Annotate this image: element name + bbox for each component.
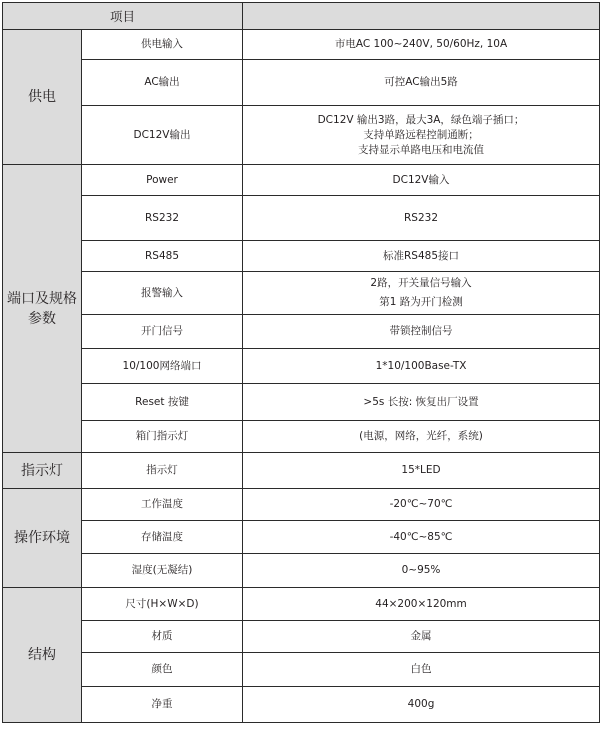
spec-item: Power [82, 165, 243, 196]
spec-value [243, 30, 600, 60]
group-label: 端口及规格参数 [3, 165, 82, 453]
table-row [3, 588, 600, 621]
spec-value-line: 市电AC 100~240V, 50/60Hz, 10A [334, 38, 508, 50]
spec-value-line: 44×200×120mm [375, 597, 467, 610]
spec-value-line: 标准RS485接口 [383, 249, 460, 262]
spec-value-line: 400g [407, 698, 435, 710]
group-label: 指示灯 [3, 453, 82, 489]
spec-value-line: DC12V输入 [392, 173, 450, 186]
table-row [3, 653, 600, 687]
group-label: 供电 [3, 30, 82, 165]
spec-item: 开门信号 [82, 315, 243, 349]
spec-value [243, 349, 600, 384]
spec-value-line: 金属 [410, 630, 432, 642]
spec-value-line: RS232 [404, 211, 439, 224]
table-row [3, 421, 600, 453]
spec-value [243, 521, 600, 554]
spec-value [243, 489, 600, 521]
header-value [243, 3, 600, 30]
table-header-row [3, 3, 600, 30]
spec-value-line: DC12V 输出3路，最大3A，绿色端子插口； [317, 113, 525, 126]
table-row [3, 554, 600, 588]
spec-item: AC输出 [82, 60, 243, 106]
spec-value-line: 第1 路为开门检测 [379, 296, 463, 308]
spec-item: 工作温度 [82, 489, 243, 521]
spec-item: 尺寸(H×W×D) [82, 588, 243, 621]
spec-item: DC12V输出 [82, 106, 243, 165]
spec-item: 供电输入 [82, 30, 243, 60]
table-row [3, 315, 600, 349]
spec-value-line: (电源，网络，光纤，系统) [359, 430, 483, 442]
spec-value [243, 272, 600, 315]
spec-value [243, 421, 600, 453]
spec-item: 净重 [82, 687, 243, 723]
spec-value-line: 支持显示单路电压和电流值 [358, 143, 485, 156]
spec-value-line: 15*LED [401, 464, 441, 476]
spec-item: 材质 [82, 621, 243, 653]
table-row [3, 349, 600, 384]
spec-value-line: 带锁控制信号 [389, 325, 453, 337]
group-label: 操作环境 [3, 489, 82, 588]
table-row [3, 384, 600, 421]
spec-value-line: 支持单路远程控制通断； [363, 128, 479, 141]
spec-value-line: -40℃~85℃ [389, 530, 453, 543]
spec-item: 箱门指示灯 [82, 421, 243, 453]
table-row [3, 272, 600, 315]
spec-item: 存储温度 [82, 521, 243, 554]
spec-value-line: 可控AC输出5路 [384, 76, 458, 88]
spec-item: 报警输入 [82, 272, 243, 315]
spec-value [243, 241, 600, 272]
spec-item: 湿度(无凝结) [82, 554, 243, 588]
spec-value-line: -20℃~70℃ [389, 498, 453, 510]
table-row [3, 30, 600, 60]
spec-value [243, 315, 600, 349]
table-row [3, 521, 600, 554]
spec-value [243, 554, 600, 588]
spec-value [243, 588, 600, 621]
spec-value [243, 653, 600, 687]
table-row [3, 106, 600, 165]
spec-value [243, 687, 600, 723]
spec-value-line: 2路，开关量信号输入 [370, 277, 472, 289]
spec-value [243, 165, 600, 196]
header-item: 项目 [3, 3, 243, 30]
spec-item: RS232 [82, 196, 243, 241]
group-label: 结构 [3, 588, 82, 723]
spec-value [243, 453, 600, 489]
spec-value [243, 106, 600, 165]
table-row [3, 621, 600, 653]
table-row [3, 489, 600, 521]
table-row [3, 60, 600, 106]
spec-table [2, 2, 600, 723]
spec-item: 颜色 [82, 653, 243, 687]
spec-value [243, 196, 600, 241]
spec-value [243, 60, 600, 106]
table-row [3, 165, 600, 196]
spec-value-line: >5s 长按: 恢复出厂设置 [363, 395, 479, 408]
table-row [3, 453, 600, 489]
spec-value-line: 白色 [410, 663, 432, 675]
spec-item: Reset 按键 [82, 384, 243, 421]
spec-value-line: 0~95% [401, 564, 441, 576]
spec-value-line: 1*10/100Base-TX [375, 359, 467, 372]
spec-item: 10/100网络端口 [82, 349, 243, 384]
spec-value [243, 621, 600, 653]
table-row [3, 241, 600, 272]
table-row [3, 196, 600, 241]
spec-item: 指示灯 [82, 453, 243, 489]
spec-value [243, 384, 600, 421]
spec-item: RS485 [82, 241, 243, 272]
table-row [3, 687, 600, 723]
